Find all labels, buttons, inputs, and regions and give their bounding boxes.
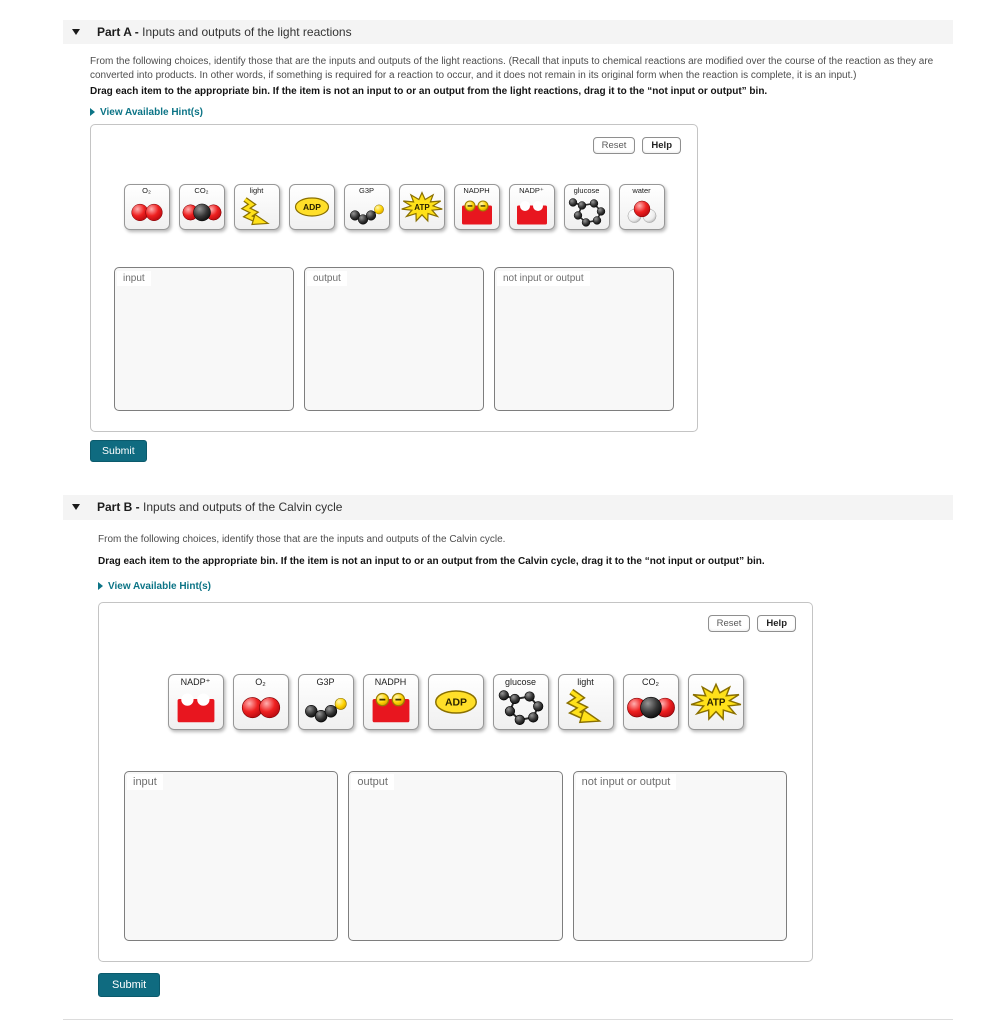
- glucose-ring-icon: [565, 196, 609, 229]
- svg-text:ADP: ADP: [444, 697, 467, 709]
- tile-label: glucose: [573, 186, 600, 195]
- atp-starburst-icon: [400, 185, 444, 229]
- part-b-header[interactable]: [63, 495, 953, 520]
- drag-tile-o2[interactable]: [233, 674, 289, 730]
- drag-tile-g3p[interactable]: [298, 674, 354, 730]
- drag-tile-g3p[interactable]: [344, 184, 390, 230]
- drag-tile-light[interactable]: [558, 674, 614, 730]
- help-button[interactable]: Help: [642, 137, 681, 154]
- part-a-instruction: Drag each item to the appropriate bin. If the item is not an input to or an output from the light reactions, drag it to the “not input or output” bin.: [90, 86, 768, 97]
- part-b-title: Inputs and outputs of the Calvin cycle: [143, 500, 343, 514]
- canvas-toolbar: [708, 615, 796, 632]
- tile-label: CO₂: [642, 677, 659, 687]
- drop-bin-output[interactable]: [348, 771, 562, 941]
- co2-molecule-icon: [180, 196, 224, 229]
- adp-ellipse-icon: [429, 675, 483, 729]
- drop-bin-not-input-or-output[interactable]: [494, 267, 674, 411]
- drop-bin-not-input-or-output[interactable]: [573, 771, 787, 941]
- drag-tile-glucose[interactable]: [564, 184, 610, 230]
- tile-label: light: [249, 186, 264, 195]
- drag-tile-o2[interactable]: [124, 184, 170, 230]
- glucose-ring-icon: [494, 687, 548, 728]
- part-a-section: [63, 20, 953, 462]
- view-hints-link[interactable]: [98, 581, 211, 592]
- atp-starburst-icon: [689, 675, 743, 729]
- caret-down-icon[interactable]: [72, 504, 80, 510]
- submit-button[interactable]: Submit: [90, 440, 147, 462]
- caret-down-icon[interactable]: [72, 29, 80, 35]
- drop-bin-input[interactable]: [124, 771, 338, 941]
- tile-label: NADPH: [374, 677, 407, 687]
- tile-label: water: [632, 186, 651, 195]
- part-a-body: [63, 44, 953, 462]
- bin-label: not input or output: [576, 774, 677, 790]
- view-hints-link[interactable]: [90, 107, 203, 118]
- canvas-toolbar: [593, 137, 681, 154]
- drag-tile-nadp[interactable]: [168, 674, 224, 730]
- bottom-divider: [63, 1019, 953, 1020]
- drag-tile-adp[interactable]: [428, 674, 484, 730]
- drag-tile-nadph[interactable]: [363, 674, 419, 730]
- part-b-instruction: Drag each item to the appropriate bin. If the item is not an input to or an output from the Calvin cycle, drag it to the “not input or output” bin.: [98, 556, 765, 567]
- part-b-body: [63, 520, 953, 997]
- tile-label: NADP⁺: [519, 186, 544, 195]
- drop-bin-output[interactable]: [304, 267, 484, 411]
- o2-molecule-icon: [234, 687, 288, 728]
- part-a-title-prefix: Part A -: [97, 25, 143, 39]
- triangle-right-icon: [98, 582, 103, 590]
- svg-text:ADP: ADP: [302, 201, 321, 212]
- bin-label: output: [307, 271, 347, 286]
- triangle-right-icon: [90, 108, 95, 116]
- drop-bin-input[interactable]: [114, 267, 294, 411]
- drag-drop-canvas: [98, 602, 813, 962]
- drag-tile-adp[interactable]: [289, 184, 335, 230]
- submit-button[interactable]: Submit: [98, 973, 160, 997]
- help-button[interactable]: Help: [757, 615, 796, 632]
- tile-label: CO₂: [194, 186, 209, 195]
- drag-tile-water[interactable]: [619, 184, 665, 230]
- lightning-zigzag-icon: [235, 196, 279, 229]
- tile-label: NADPH: [463, 186, 490, 195]
- reset-button[interactable]: Reset: [708, 615, 751, 632]
- drag-tile-nadp[interactable]: [509, 184, 555, 230]
- tile-label: G3P: [316, 677, 335, 687]
- adp-ellipse-icon: [290, 185, 334, 229]
- co2-molecule-icon: [624, 687, 678, 728]
- part-b-title-prefix: Part B -: [97, 500, 144, 514]
- svg-text:ATP: ATP: [413, 202, 430, 212]
- drag-tile-atp[interactable]: [399, 184, 445, 230]
- drag-tile-atp[interactable]: [688, 674, 744, 730]
- part-b-description: From the following choices, identify those that are the inputs and outputs of the Calvin cycle.: [98, 533, 506, 545]
- svg-text:ATP: ATP: [706, 697, 725, 709]
- hints-label: View Available Hint(s): [100, 106, 203, 118]
- lightning-zigzag-icon: [559, 687, 613, 728]
- drag-tile-glucose[interactable]: [493, 674, 549, 730]
- o2-molecule-icon: [125, 196, 169, 229]
- tile-label: light: [577, 677, 594, 687]
- section-gap: [63, 462, 953, 495]
- bin-label: input: [117, 271, 151, 286]
- part-a-header[interactable]: [63, 20, 953, 44]
- tiles-row: [99, 603, 812, 730]
- drag-drop-canvas: [90, 124, 698, 432]
- bins-row: [91, 267, 697, 411]
- tile-label: G3P: [358, 186, 374, 195]
- tile-label: glucose: [504, 677, 537, 687]
- hints-label: View Available Hint(s): [108, 580, 211, 592]
- drag-tile-co2[interactable]: [623, 674, 679, 730]
- reset-button[interactable]: Reset: [593, 137, 636, 154]
- bin-label: not input or output: [497, 271, 590, 286]
- tile-label: O₂: [255, 677, 266, 687]
- nadph-carrier-icon: [455, 196, 499, 229]
- water-molecule-icon: [620, 196, 664, 229]
- part-b-section: [63, 495, 953, 997]
- tile-label: NADP⁺: [180, 677, 211, 687]
- g3p-molecule-icon: [299, 687, 353, 728]
- nadp-carrier-icon: [169, 687, 223, 728]
- drag-tile-co2[interactable]: [179, 184, 225, 230]
- tile-label: O₂: [142, 186, 151, 195]
- bin-label: input: [127, 774, 163, 790]
- part-a-description: From the following choices, identify those that are the inputs and outputs of the light reactions. (Recall that inputs to chemical reactions are modified over the course of the reaction as they are converted into products. In other words, if something is required for a reaction to occur, and it does not remain in its original form when the reaction is complete, it is an input.): [90, 56, 934, 81]
- bins-row: [99, 771, 812, 941]
- drag-tile-light[interactable]: [234, 184, 280, 230]
- nadp-carrier-icon: [510, 196, 554, 229]
- g3p-molecule-icon: [345, 196, 389, 229]
- nadph-carrier-icon: [364, 687, 418, 728]
- bin-label: output: [351, 774, 394, 790]
- part-a-title: Inputs and outputs of the light reactions: [142, 25, 352, 39]
- drag-tile-nadph[interactable]: [454, 184, 500, 230]
